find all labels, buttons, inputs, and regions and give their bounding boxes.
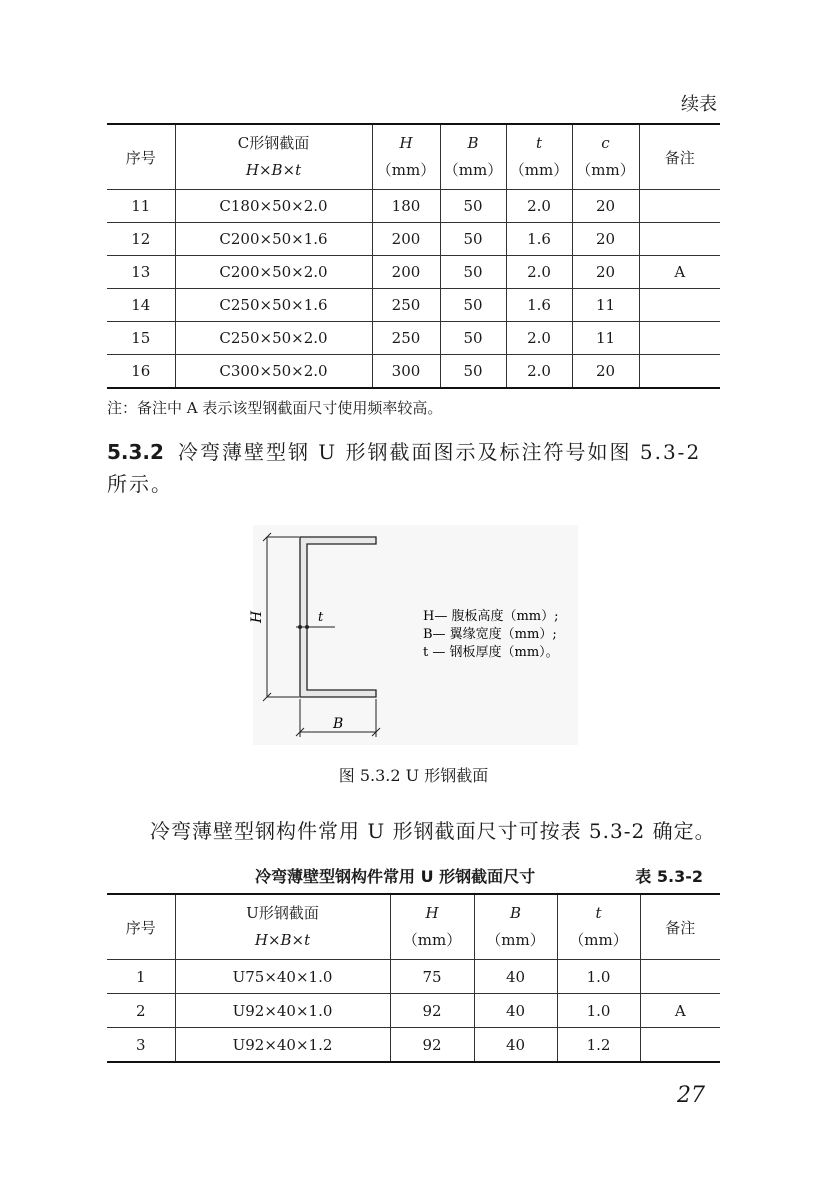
header-h [372, 124, 440, 190]
dimension-b-label: B [333, 716, 344, 732]
legend-line: t — 钢板厚度（mm）。 [423, 645, 559, 660]
header-remark: 备注 [640, 894, 720, 960]
cell-b: 50 [440, 256, 506, 289]
cell-index: 14 [107, 289, 175, 322]
continued-table-label: 续表 [681, 94, 717, 115]
cell-b: 50 [440, 223, 506, 256]
header-h-unit: （mm） [402, 931, 462, 949]
cell-c: 11 [572, 322, 639, 355]
cell-remark [639, 190, 720, 223]
legend-line: H— 腹板高度（mm）; [423, 609, 559, 624]
header-section-formula: H×B×t [245, 161, 302, 179]
cell-b: 50 [440, 355, 506, 389]
cell-h: 92 [390, 994, 474, 1028]
dimension-t-label: t [318, 610, 324, 625]
cell-c: 11 [572, 289, 639, 322]
cell-section: U92×40×1.0 [175, 994, 390, 1028]
table-note: 注：备注中 A 表示该型钢截面尺寸使用频率较高。 [107, 399, 443, 417]
header-index: 序号 [107, 124, 175, 190]
table-row [107, 190, 720, 223]
cell-t: 1.2 [557, 1028, 640, 1063]
cell-c: 20 [572, 223, 639, 256]
section-paragraph [107, 436, 721, 500]
header-b-symbol: B [467, 134, 479, 152]
table-row [107, 355, 720, 389]
cell-h: 92 [390, 1028, 474, 1063]
cell-section: U75×40×1.0 [175, 960, 390, 994]
section-text: 冷弯薄壁型钢 U 形钢截面图示及标注符号如图 5.3-2 所示。 [107, 440, 702, 496]
section-number: 5.3.2 [107, 440, 164, 464]
dimension-h-label: H [249, 610, 265, 623]
table-row [107, 1028, 720, 1063]
cell-h: 75 [390, 960, 474, 994]
u-section-figure [249, 525, 578, 745]
header-h-symbol: H [425, 904, 439, 922]
cell-section: C250×50×1.6 [175, 289, 372, 322]
cell-remark [640, 1028, 720, 1063]
cell-t: 1.0 [557, 994, 640, 1028]
header-t-symbol: t [595, 904, 602, 922]
header-section [175, 124, 372, 190]
cell-remark [640, 960, 720, 994]
header-section-formula: H×B×t [254, 931, 311, 949]
cell-t: 2.0 [506, 355, 572, 389]
header-b-symbol: B [509, 904, 522, 922]
cell-h: 250 [372, 322, 440, 355]
cell-section: U92×40×1.2 [175, 1028, 390, 1063]
body-paragraph: 冷弯薄壁型钢构件常用 U 形钢截面尺寸可按表 5.3-2 确定。 [150, 819, 716, 843]
cell-index: 12 [107, 223, 175, 256]
cell-index: 16 [107, 355, 175, 389]
cell-b: 40 [474, 960, 557, 994]
header-t-unit: （mm） [569, 931, 628, 949]
page-number: 27 [677, 1083, 705, 1108]
cell-h: 250 [372, 289, 440, 322]
header-section-name: U形钢截面 [246, 904, 319, 922]
cell-section: C300×50×2.0 [175, 355, 372, 389]
header-t [557, 894, 640, 960]
cell-index: 13 [107, 256, 175, 289]
header-b-unit: （mm） [443, 161, 503, 179]
header-remark: 备注 [639, 124, 720, 190]
header-c-symbol: c [601, 134, 610, 152]
cell-index: 3 [107, 1028, 175, 1063]
header-t-symbol: t [535, 134, 543, 152]
header-section-name: C形钢截面 [237, 134, 310, 152]
u-section-table [107, 893, 720, 1063]
cell-section: C250×50×2.0 [175, 322, 372, 355]
cell-t: 2.0 [506, 256, 572, 289]
cell-h: 300 [372, 355, 440, 389]
header-h [390, 894, 474, 960]
cell-h: 200 [372, 256, 440, 289]
cell-h: 200 [372, 223, 440, 256]
header-b-unit: （mm） [486, 931, 545, 949]
cell-t: 1.0 [557, 960, 640, 994]
cell-c: 20 [572, 190, 639, 223]
header-t [506, 124, 572, 190]
table-header-row [107, 124, 720, 190]
cell-c: 20 [572, 256, 639, 289]
cell-remark [639, 289, 720, 322]
cell-b: 40 [474, 994, 557, 1028]
cell-index: 2 [107, 994, 175, 1028]
table-header-row [107, 894, 720, 960]
table-row [107, 256, 720, 289]
table-row [107, 960, 720, 994]
header-h-unit: （mm） [376, 161, 436, 179]
table-number: 表 5.3-2 [635, 867, 703, 886]
header-t-unit: （mm） [509, 161, 569, 179]
table-row [107, 223, 720, 256]
cell-c: 20 [572, 355, 639, 389]
cell-h: 180 [372, 190, 440, 223]
cell-index: 11 [107, 190, 175, 223]
cell-b: 50 [440, 322, 506, 355]
cell-t: 1.6 [506, 289, 572, 322]
header-c [572, 124, 639, 190]
cell-b: 40 [474, 1028, 557, 1063]
cell-remark: A [639, 256, 720, 289]
cell-b: 50 [440, 289, 506, 322]
table-row [107, 994, 720, 1028]
header-index: 序号 [107, 894, 175, 960]
table-row [107, 322, 720, 355]
cell-t: 2.0 [506, 322, 572, 355]
cell-b: 50 [440, 190, 506, 223]
header-h-symbol: H [399, 134, 413, 152]
cell-remark [639, 223, 720, 256]
header-c-unit: （mm） [576, 161, 635, 179]
cell-section: C180×50×2.0 [175, 190, 372, 223]
cell-section: C200×50×2.0 [175, 256, 372, 289]
cell-index: 15 [107, 322, 175, 355]
cell-t: 1.6 [506, 223, 572, 256]
figure-caption: 图 5.3.2 U 形钢截面 [338, 766, 489, 785]
cell-remark: A [640, 994, 720, 1028]
c-section-table [107, 123, 720, 389]
cell-remark [639, 355, 720, 389]
cell-index: 1 [107, 960, 175, 994]
table-row [107, 289, 720, 322]
legend-line: B— 翼缘宽度（mm）; [423, 627, 557, 642]
table-title: 冷弯薄壁型钢构件常用 U 形钢截面尺寸 [255, 867, 536, 886]
header-b [474, 894, 557, 960]
header-b [440, 124, 506, 190]
header-section [175, 894, 390, 960]
cell-section: C200×50×1.6 [175, 223, 372, 256]
cell-t: 2.0 [506, 190, 572, 223]
cell-remark [639, 322, 720, 355]
